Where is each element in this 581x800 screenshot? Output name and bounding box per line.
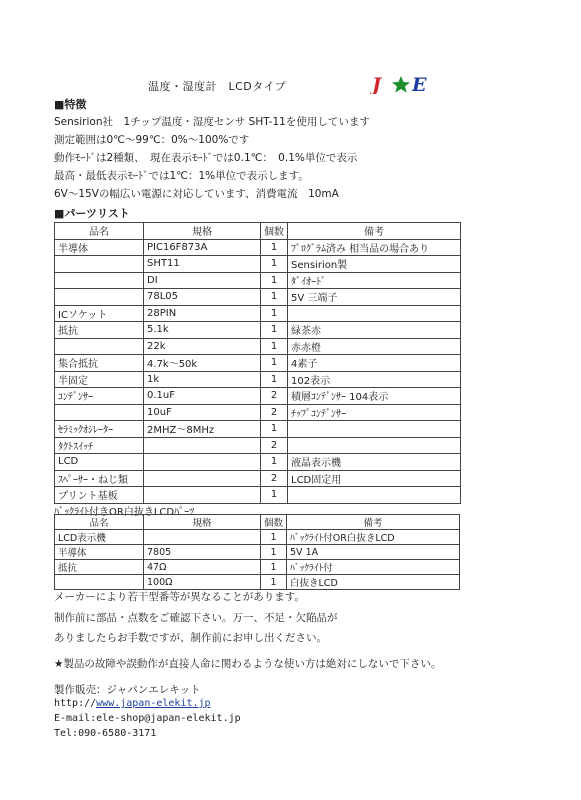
cell-qty: 1 bbox=[261, 454, 288, 471]
table-row bbox=[55, 371, 461, 388]
cell-spec: 2MHZ～8MHz bbox=[144, 421, 261, 438]
backlight-table bbox=[54, 514, 460, 590]
table-header-row bbox=[55, 515, 460, 530]
cell-spec: DI bbox=[144, 272, 261, 289]
cell-qty: 1 bbox=[261, 575, 287, 590]
document-title: 温度・湿度計 LCDタイプ bbox=[148, 80, 287, 93]
cell-qty: 1 bbox=[261, 256, 288, 273]
url-line bbox=[54, 698, 211, 709]
table-header-row bbox=[55, 223, 461, 240]
col-header-note: 備考 bbox=[288, 223, 461, 240]
feature-line: 6V～15Vの幅広い電源に対応しています、消費電流 10mA bbox=[54, 188, 339, 200]
cell-qty: 1 bbox=[261, 305, 288, 322]
cell-note bbox=[288, 305, 461, 322]
url-prefix: http:// bbox=[54, 698, 97, 709]
cell-spec bbox=[144, 470, 261, 487]
cell-spec: 47Ω bbox=[144, 560, 261, 575]
backlight-title: ﾊﾞｯｸﾗｲﾄ付きOR白抜きLCDﾊﾟｰﾂ bbox=[54, 507, 195, 518]
table-row bbox=[55, 338, 461, 355]
note-line: ありましたらお手数ですが、制作前にお申し出ください。 bbox=[54, 632, 327, 644]
cell-name: ｺﾝﾃﾞﾝｻｰ bbox=[55, 388, 144, 405]
cell-note: 102表示 bbox=[288, 371, 461, 388]
cell-note: 5V 1A bbox=[287, 545, 460, 560]
cell-spec: SHT11 bbox=[144, 256, 261, 273]
cell-qty: 1 bbox=[261, 421, 288, 438]
cell-spec: 78L05 bbox=[144, 289, 261, 306]
cell-qty: 2 bbox=[261, 388, 288, 405]
cell-name bbox=[55, 256, 144, 273]
cell-spec: 22k bbox=[144, 338, 261, 355]
cell-name: ﾀｸﾄｽｲｯﾁ bbox=[55, 437, 144, 454]
cell-qty: 1 bbox=[261, 355, 288, 372]
table-row bbox=[55, 421, 461, 438]
table-row bbox=[55, 437, 461, 454]
cell-name: ｾﾗﾐｯｸｵｼﾚｰﾀｰ bbox=[55, 421, 144, 438]
table-row bbox=[55, 470, 461, 487]
features-heading: ■特徴 bbox=[54, 98, 87, 111]
cell-note: 白抜きLCD bbox=[287, 575, 460, 590]
cell-note: 5V 三端子 bbox=[288, 289, 461, 306]
cell-qty: 1 bbox=[261, 560, 287, 575]
cell-note: 赤赤橙 bbox=[288, 338, 461, 355]
col-header-name: 品名 bbox=[55, 515, 144, 530]
email-line[interactable]: E-mail:ele-shop@japan-elekit.jp bbox=[54, 713, 241, 724]
svg-text:E: E bbox=[412, 74, 427, 94]
table-row bbox=[55, 272, 461, 289]
cell-name bbox=[55, 575, 144, 590]
cell-qty: 1 bbox=[261, 545, 287, 560]
cell-name: 半固定 bbox=[55, 371, 144, 388]
cell-spec bbox=[144, 530, 261, 545]
cell-spec: 1k bbox=[144, 371, 261, 388]
cell-name: ICソケット bbox=[55, 305, 144, 322]
cell-spec bbox=[144, 487, 261, 504]
japan-elekit-logo bbox=[370, 74, 436, 94]
cell-note: ﾀﾞｲｵｰﾄﾞ bbox=[288, 272, 461, 289]
cell-note: 4素子 bbox=[288, 355, 461, 372]
cell-spec: 4.7k～50k bbox=[144, 355, 261, 372]
cell-name: プリント基板 bbox=[55, 487, 144, 504]
table-row bbox=[55, 545, 460, 560]
cell-qty: 1 bbox=[261, 371, 288, 388]
cell-name: LCD表示機 bbox=[55, 530, 144, 545]
table-row bbox=[55, 305, 461, 322]
maker-line: 製作販売：ジャパンエレキット bbox=[54, 684, 201, 696]
cell-note bbox=[288, 487, 461, 504]
cell-qty: 1 bbox=[261, 487, 288, 504]
svg-text:J: J bbox=[372, 74, 381, 94]
cell-name: 集合抵抗 bbox=[55, 355, 144, 372]
cell-note: Sensirion製 bbox=[288, 256, 461, 273]
cell-name: 抵抗 bbox=[55, 560, 144, 575]
parts-heading: ■パーツリスト bbox=[54, 207, 130, 220]
cell-spec: 10uF bbox=[144, 404, 261, 421]
cell-note bbox=[288, 421, 461, 438]
table-row bbox=[55, 560, 460, 575]
cell-spec: PIC16F873A bbox=[144, 239, 261, 256]
cell-qty: 2 bbox=[261, 404, 288, 421]
cell-note: ﾊﾞｯｸﾗｲﾄ付OR白抜きLCD bbox=[287, 530, 460, 545]
cell-qty: 2 bbox=[261, 437, 288, 454]
cell-qty: 1 bbox=[261, 322, 288, 339]
cell-name bbox=[55, 404, 144, 421]
table-row bbox=[55, 289, 461, 306]
cell-qty: 2 bbox=[261, 470, 288, 487]
table-row bbox=[55, 575, 460, 590]
feature-line: 測定範囲は0℃～99℃：0%～100%です bbox=[54, 134, 250, 146]
table-row bbox=[55, 239, 461, 256]
cell-note bbox=[288, 437, 461, 454]
website-link[interactable]: www.japan-elekit.jp bbox=[96, 698, 211, 709]
col-header-qty: 個数 bbox=[261, 515, 287, 530]
cell-qty: 1 bbox=[261, 272, 288, 289]
cell-spec bbox=[144, 454, 261, 471]
cell-qty: 1 bbox=[261, 530, 287, 545]
table-row bbox=[55, 256, 461, 273]
table-row bbox=[55, 322, 461, 339]
feature-line: Sensirion社 1チップ温度・湿度センサ SHT-11を使用しています bbox=[54, 116, 370, 128]
table-row bbox=[55, 355, 461, 372]
cell-name bbox=[55, 272, 144, 289]
col-header-spec: 規格 bbox=[144, 223, 261, 240]
cell-note: 緑茶赤 bbox=[288, 322, 461, 339]
cell-note: ﾁｯﾌﾟｺﾝﾃﾞﾝｻｰ bbox=[288, 404, 461, 421]
cell-name: 半導体 bbox=[55, 239, 144, 256]
cell-spec: 7805 bbox=[144, 545, 261, 560]
feature-line: 最高・最低表示ﾓｰﾄﾞでは1℃：1%単位で表示します。 bbox=[54, 170, 309, 182]
cell-note: LCD固定用 bbox=[288, 470, 461, 487]
note-line: 制作前に部品・点数をご確認下さい。万一、不足・欠陥品が bbox=[54, 612, 338, 624]
cell-qty: 1 bbox=[261, 289, 288, 306]
cell-spec: 0.1uF bbox=[144, 388, 261, 405]
cell-spec: 28PIN bbox=[144, 305, 261, 322]
cell-note: ﾊﾞｯｸﾗｲﾄ付 bbox=[287, 560, 460, 575]
col-header-name: 品名 bbox=[55, 223, 144, 240]
parts-table bbox=[54, 222, 461, 504]
table-row bbox=[55, 530, 460, 545]
cell-qty: 1 bbox=[261, 338, 288, 355]
cell-name: 抵抗 bbox=[55, 322, 144, 339]
table-row bbox=[55, 454, 461, 471]
cell-note: 液晶表示機 bbox=[288, 454, 461, 471]
cell-spec bbox=[144, 437, 261, 454]
cell-name: LCD bbox=[55, 454, 144, 471]
col-header-qty: 個数 bbox=[261, 223, 288, 240]
cell-name bbox=[55, 338, 144, 355]
cell-name: 半導体 bbox=[55, 545, 144, 560]
cell-note: 積層ｺﾝﾃﾞﾝｻｰ 104表示 bbox=[288, 388, 461, 405]
table-row bbox=[55, 388, 461, 405]
cell-name: ｽﾍﾟｰｻｰ・ねじ類 bbox=[55, 470, 144, 487]
warning-line: ★製品の故障や誤動作が直接人命に関わるような使い方は絶対にしないで下さい。 bbox=[54, 658, 442, 670]
note-line: メーカーにより若干型番等が異なることがあります。 bbox=[54, 591, 305, 603]
table-row bbox=[55, 487, 461, 504]
table-row bbox=[55, 404, 461, 421]
col-header-note: 備考 bbox=[287, 515, 460, 530]
tel-line: Tel:090-6580-3171 bbox=[54, 728, 157, 739]
cell-spec: 5.1k bbox=[144, 322, 261, 339]
cell-qty: 1 bbox=[261, 239, 288, 256]
cell-spec: 100Ω bbox=[144, 575, 261, 590]
cell-note: ﾌﾟﾛｸﾞﾗﾑ済み 相当品の場合あり bbox=[288, 239, 461, 256]
col-header-spec: 規格 bbox=[144, 515, 261, 530]
feature-line: 動作ﾓｰﾄﾞは2種類、 現在表示ﾓｰﾄﾞでは0.1℃： 0.1%単位で表示 bbox=[54, 152, 358, 164]
cell-name bbox=[55, 289, 144, 306]
